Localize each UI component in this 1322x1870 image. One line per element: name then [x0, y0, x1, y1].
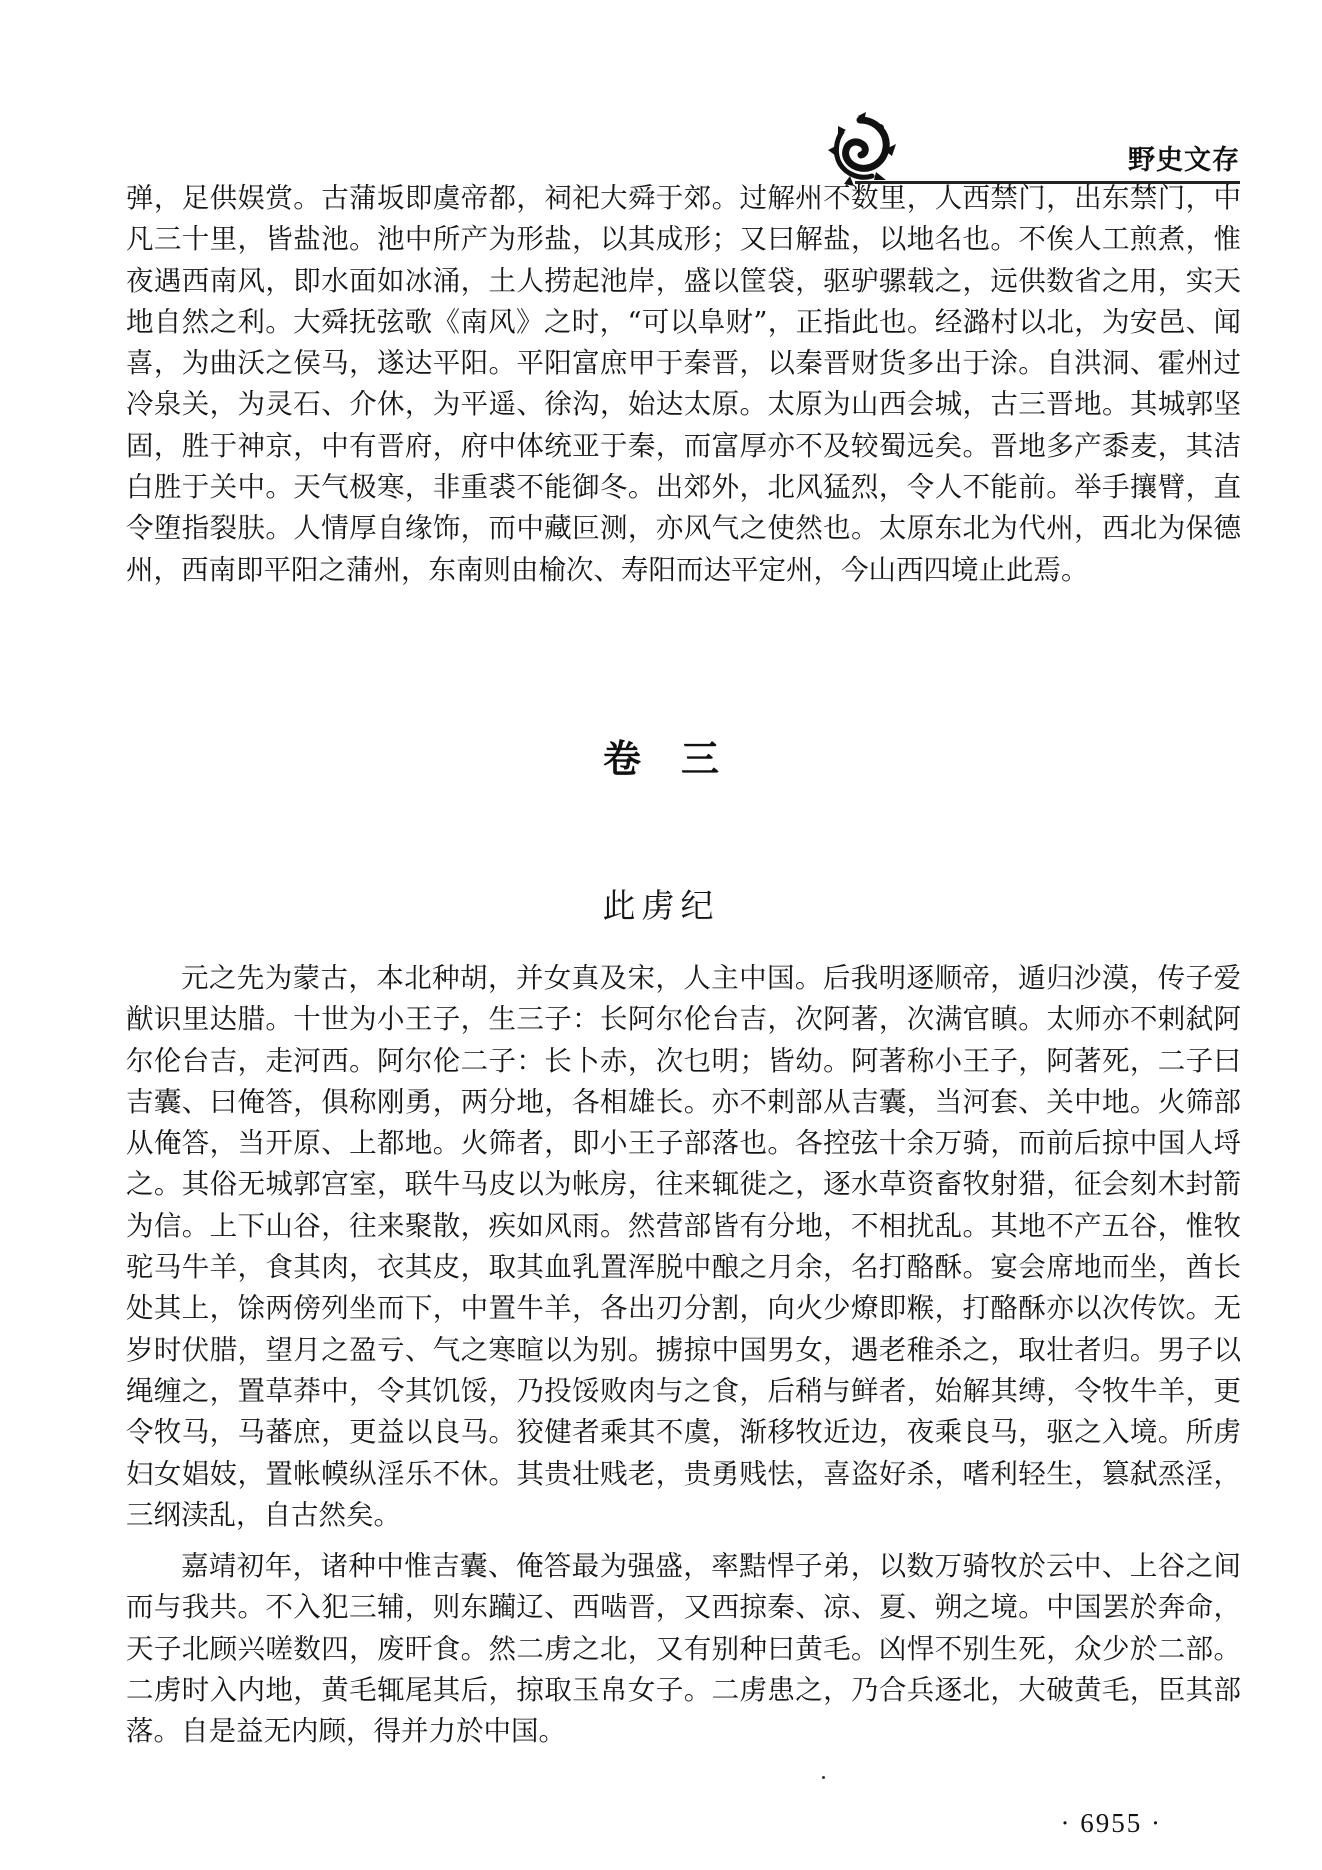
section-paragraph: 元之先为蒙古，本北种胡，并女真及宋，人主中国。后我明逐顺帝，遁归沙漠，传子爱猷识里达腊。十世为小王子，生三子：长阿尔伦台吉，次阿著，次满官瞋。太师亦不剌弑阿尔伦台吉，走河西。阿尔伦二子：长卜赤，次乜明；皆幼。阿著称小王子，阿著死，二子曰吉囊、曰俺答，俱称刚勇，两分地，各相雄长。亦不剌部从吉囊，当河套、关中地。火筛部从俺答，当开原、上都地。火筛者，即小王子部落也。各控弦十余万骑，而前后掠中国人埒之。其俗无城郭宫室，联牛马皮以为帐房，往来辄徙之，逐水草资畜牧射猎，征会刻木封箭为信。上下山谷，往来聚散，疾如风雨。然营部皆有分地，不相扰乱。其地不产五谷，惟牧驼马牛羊，食其肉，衣其皮，取其血乳置浑脱中酿之月余，名打酪酥。宴会席地而坐，酋长处其上，馀两傍列坐而下，中置牛羊，各出刃分割，向火少燎即糇，打酪酥亦以次传饮。无岁时伏腊，望月之盈亏、气之寒暄以为别。掳掠中国男女，遇老稚杀之，取壮者归。男子以绳缠之，置草莽中，令其饥馁，乃投馁败肉与之食，后稍与鲜者，始解其缚，令牧牛羊，更令牧马，马蕃庶，更益以良马。狡健者乘其不虞，渐移牧近边，夜乘良马，驱之入境。所虏妇女娼妓，置帐幙纵淫乐不休。其贵壮贱老，贵勇贱怯，喜盗好杀，嗜利轻生，篡弑烝淫，三纲渎乱，自古然矣。 [126, 962, 1241, 1531]
section-title: 此虏纪 [602, 886, 720, 925]
paragraph-text: 弹，足供娱赏。古蒲坂即虞帝都，祠祀大舜于郊。过解州不数里，人西禁门，出东禁门，中凡三十里，皆盐池。池中所产为形盐，以其成形；又曰解盐，以地名也。不俟人工煎煮，惟夜遇西南风，即水面如冰涌，土人捞起池岸，盛以筐袋，驱驴骡载之，远供数省之用，实天地自然之利。大舜抚弦歌《南风》之时，“可以阜财”，正指此也。经潞村以北，为安邑、闻喜，为曲沃之侯马，遂达平阳。平阳富庶甲于秦晋，以秦晋财货多出于涂。自洪洞、霍州过冷泉关，为灵石、介休，为平遥、徐沟，始达太原。太原为山西会城，古三晋地。其城郭坚固，胜于神京，中有晋府，府中体统亚于秦，而富厚亦不及较蜀远矣。晋地多产黍麦，其洁白胜于关中。天气极寒，非重裘不能御冬。出郊外，北风猛烈，令人不能前。举手攘臂，直令堕指裂肤。人情厚自缘饰，而中藏叵测，亦风气之使然也。太原东北为代州，西北为保德州，西南即平阳之蒲州，东南则由榆次、寿阳而达平定州，今山西四境止此焉。 [126, 182, 1241, 586]
section-body [126, 958, 1241, 1753]
page-number: · 6955 · [1060, 1808, 1162, 1838]
continued-paragraph [126, 178, 1241, 591]
series-title: 野史文存 [1128, 145, 1240, 176]
print-speck [822, 1776, 825, 1779]
section-paragraph: 嘉靖初年，诸种中惟吉囊、俺答最为强盛，率黠悍子弟，以数万骑牧於云中、上谷之间而与我共。不入犯三辅，则东躏辽、西啮晋，又西掠秦、凉、夏、朔之境。中国罢於奔命，天子北顾兴嗟数四，废旰食。然二虏之北，又有别种曰黄毛。凶悍不别生死，众少於二部。二虏时入内地，黄毛辄尾其后，掠取玉帛女子。二虏患之，乃合兵逐北，大破黄毛，臣其部落。自是益无内顾，得并力於中国。 [126, 1550, 1241, 1748]
chapter-title: 卷三 [602, 737, 759, 781]
